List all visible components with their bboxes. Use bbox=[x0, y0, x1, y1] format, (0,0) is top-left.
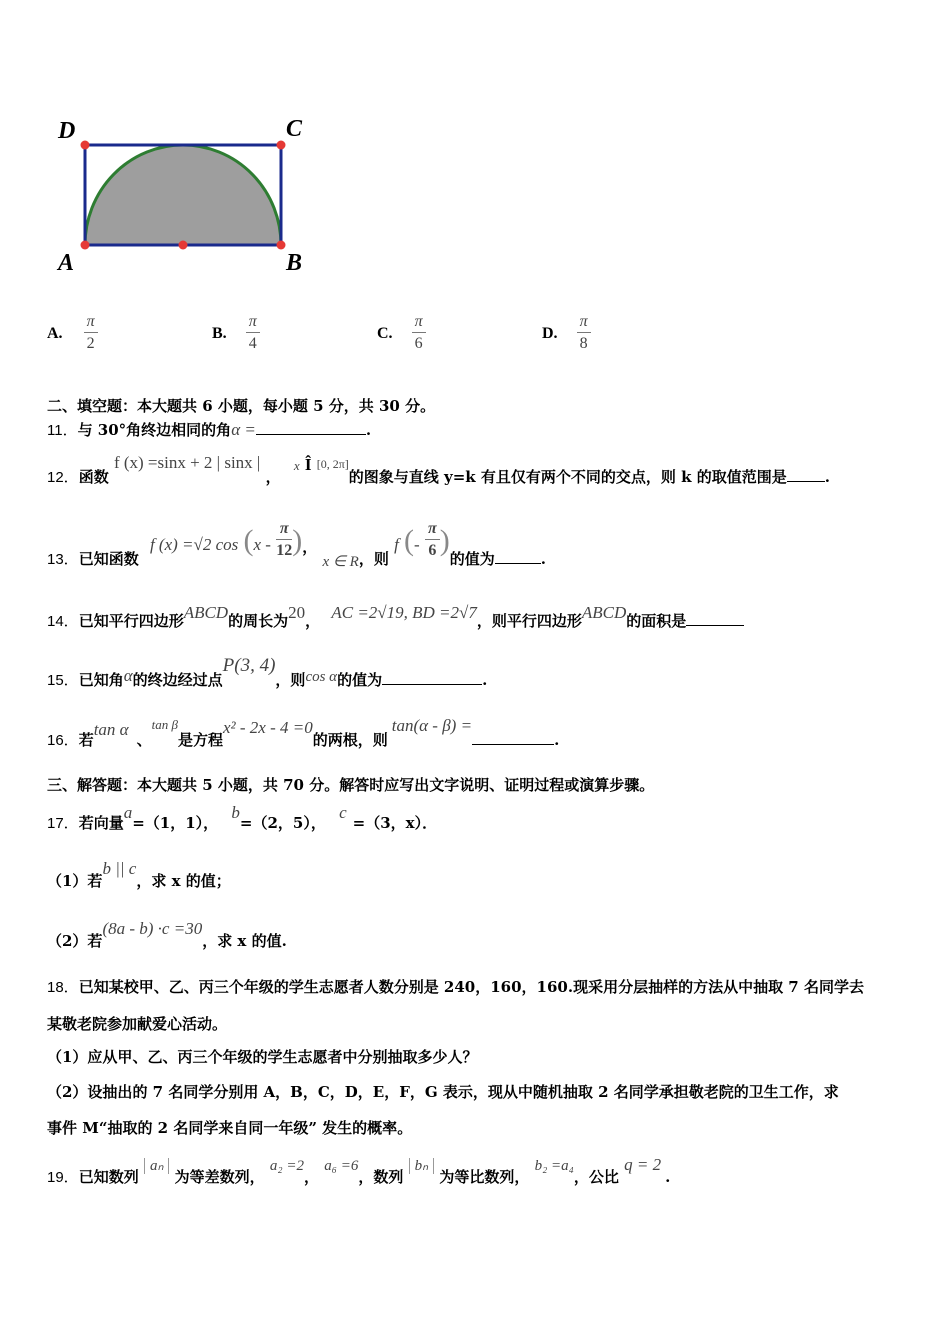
option-a-fraction: $\frac{\pi}{2}$ bbox=[84, 312, 98, 355]
question-11: 11．与 30°角终边相同的角α = . bbox=[47, 420, 372, 439]
question-18-part2b: 事件 M“抽取的 2 名同学来自同一年级” 发生的概率。 bbox=[47, 1119, 413, 1137]
q15-point: P(3, 4) bbox=[222, 655, 276, 676]
label-b: B bbox=[286, 250, 303, 276]
question-18-part2a: （2）设抽出的 7 名同学分别用 A，B，C，D，E，F，G 表示，现从中随机抽取 2 名同学承担敬老院的卫生工作，求 bbox=[47, 1083, 839, 1101]
question-17-part2: （2）若(8a - b) ·c =30，求 x 的值. bbox=[47, 919, 287, 950]
question-18-part1: （1）应从甲、乙、丙三个年级的学生志愿者中分别抽取多少人？ bbox=[47, 1048, 478, 1066]
section3-heading: 三、解答题：本大题共 5 小题，共 70 分。解答时应写出文字说明、证明过程或演算步骤。 bbox=[47, 776, 655, 794]
q16-equation: x² - 2x - 4 =0 bbox=[222, 718, 313, 737]
question-15: 15．已知角α的终边经过点P(3, 4)，则cos α的值为 . bbox=[47, 655, 488, 689]
option-a-label: A. bbox=[47, 325, 63, 342]
point-c-dot bbox=[277, 141, 286, 150]
option-b[interactable] bbox=[212, 312, 260, 355]
answer-blank-11 bbox=[256, 434, 366, 435]
label-a: A bbox=[58, 250, 75, 276]
option-d-fraction: $\frac{\pi}{8}$ bbox=[577, 312, 591, 355]
option-a[interactable] bbox=[47, 312, 98, 355]
point-d-dot bbox=[81, 141, 90, 150]
question-17: 17．若向量a=（1，1）， b=（2，5）， c=（3，x）． bbox=[47, 803, 438, 832]
option-d[interactable] bbox=[542, 312, 591, 355]
option-d-label: D. bbox=[542, 325, 558, 342]
q13-function: f (x) =√2 cos bbox=[149, 535, 239, 554]
question-12: 12．函数 f (x) =sinx + 2 | sinx | ， x Î [0, 2π]的图象与直线 y=k 有且仅有两个不同的交点，则 k 的取值范围是 . bbox=[47, 453, 830, 486]
question-19: 19．已知数列 aₙ 为等差数列， a₂ =2， a₆ =6，数列 bₙ 为等比数列， b₂ =a₄，公比 q = 2. bbox=[47, 1155, 671, 1186]
question-18-line1: 18．已知某校甲、乙、丙三个年级的学生志愿者人数分别是 240，160，160.现采用分层抽样的方法从中抽取 7 名同学去 bbox=[47, 978, 864, 996]
question-16: 16．若tan α、tan β是方程x² - 2x - 4 =0的两根，则tan(α - β) =. bbox=[47, 716, 560, 749]
option-b-label: B. bbox=[212, 325, 227, 342]
geometry-figure bbox=[40, 100, 340, 290]
label-d: D bbox=[58, 118, 76, 144]
question-17-part1: （1）若b || c，求 x 的值； bbox=[47, 859, 231, 890]
question-14: 14．已知平行四边形ABCD的周长为20， AC =2√19, BD =2√7，则平行四边形ABCD的面积是 bbox=[47, 598, 744, 628]
q12-function: f (x) =sinx + 2 | sinx | bbox=[113, 453, 261, 472]
semicircle-fill bbox=[85, 145, 281, 245]
midpoint-dot bbox=[179, 241, 188, 250]
q14-diagonals: AC =2√19, BD =2√7 bbox=[331, 603, 477, 622]
question-18-line2: 某敬老院参加献爱心活动。 bbox=[47, 1015, 228, 1033]
label-c: C bbox=[286, 116, 303, 142]
option-c[interactable] bbox=[377, 312, 426, 355]
option-b-fraction: $\frac{\pi}{4}$ bbox=[246, 312, 260, 355]
section2-heading: 二、填空题：本大题共 6 小题，每小题 5 分，共 30 分。 bbox=[47, 397, 436, 415]
point-a-dot bbox=[81, 241, 90, 250]
option-c-fraction: $\frac{\pi}{6}$ bbox=[412, 312, 426, 355]
question-13: 13．已知函数 f (x) =√2 cos (x - $\frac{\pi}{12}$ )， x ∈ R，则 f (- $\frac{\pi}{6}$ )的值为 . bbox=[47, 519, 546, 570]
option-c-label: C. bbox=[377, 325, 393, 342]
point-b-dot bbox=[277, 241, 286, 250]
